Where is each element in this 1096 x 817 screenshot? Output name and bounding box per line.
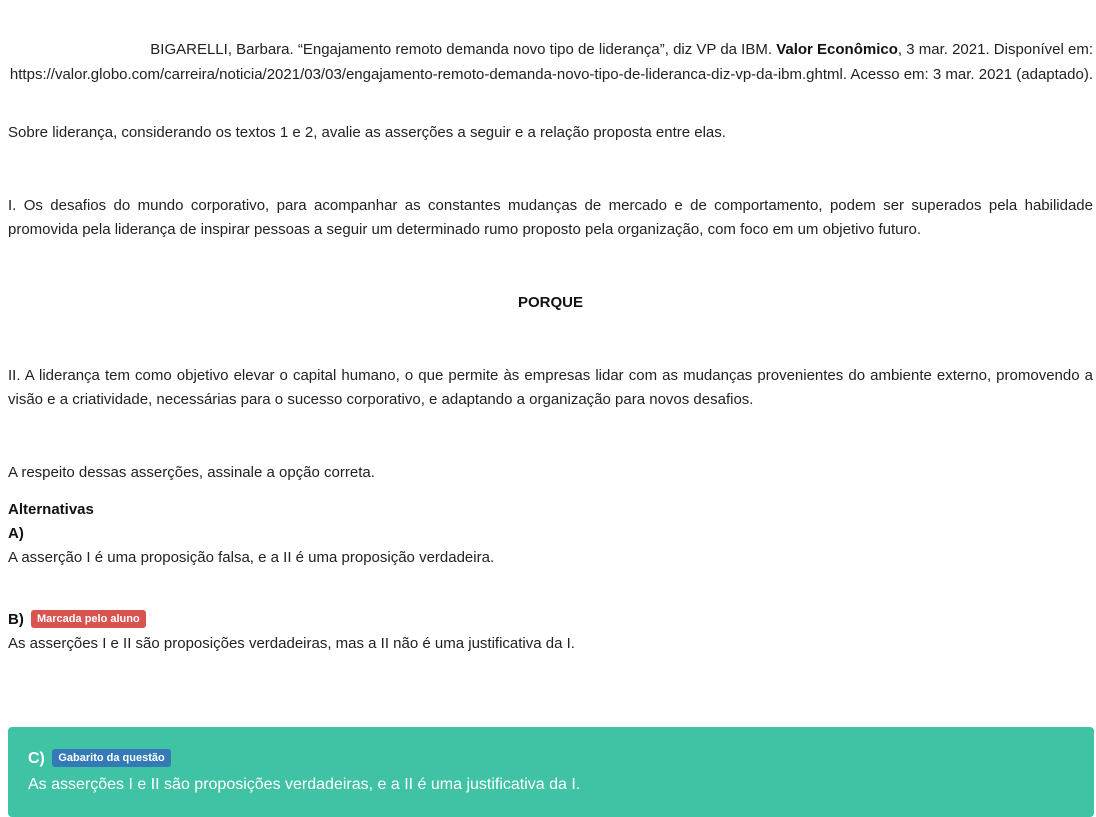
assertion-1: I. Os desafios do mundo corporativo, para acompanhar as constantes mudanças de mercado e de comportamento, podem ser superados pela habilidade promovida pela liderança de inspirar pessoas a seguir um determinado rumo proposto pela organização, com foco em um objetivo futuro. xyxy=(8,197,1093,238)
student-answer-badge: Marcada pelo aluno xyxy=(31,610,146,628)
question-prompt: A respeito dessas asserções, assinale a opção correta. xyxy=(8,464,375,481)
alternative-b-text: As asserções I e II são proposições verdadeiras, mas a II não é uma justificativa da I. xyxy=(8,635,575,652)
citation-source: Valor Econômico xyxy=(776,41,898,58)
alternative-a-text: A asserção I é uma proposição falsa, e a II é uma proposição verdadeira. xyxy=(8,549,495,566)
citation-details: , 3 mar. 2021. Disponível em: https://valor.globo.com/carreira/noticia/2021/03/03/engajamento-remoto-demanda-novo-tipo-de-lideranca-diz-vp-da-ibm.ghtml. Acesso em: 3 mar. 2021 (adaptado). xyxy=(9,41,1093,83)
citation xyxy=(8,37,1093,87)
assertion-connector: PORQUE xyxy=(517,294,583,311)
alternative-c-letter: C) xyxy=(28,750,45,767)
question-content xyxy=(8,0,1093,656)
alternative-c-correct[interactable] xyxy=(8,727,1094,817)
alternative-b[interactable] xyxy=(8,608,1093,656)
alternative-a-letter: A) xyxy=(8,525,24,542)
assertion-2: II. A liderança tem como objetivo elevar o capital humano, o que permite às empresas lidar com as mudanças provenientes do ambiente externo, promovendo a visão e a criatividade, necessárias para o sucesso corporativo, e adaptando a organização para novos desafios. xyxy=(8,367,1093,408)
citation-author: BIGARELLI, Barbara. “Engajamento remoto demanda novo tipo de liderança”, diz VP da IBM. xyxy=(150,41,777,58)
alternative-c-text: As asserções I e II são proposições verdadeiras, e a II é uma justificativa da I. xyxy=(28,776,581,793)
correct-answer-badge: Gabarito da questão xyxy=(52,749,170,767)
alternative-a[interactable] xyxy=(8,522,1093,570)
question-intro: Sobre liderança, considerando os textos 1 e 2, avalie as asserções a seguir e a relação proposta entre elas. xyxy=(8,124,726,141)
alternative-b-letter: B) xyxy=(8,611,24,628)
alternative-b-header xyxy=(8,608,1093,632)
alternatives-heading: Alternativas xyxy=(8,501,94,518)
alternative-c-header xyxy=(28,747,1074,771)
